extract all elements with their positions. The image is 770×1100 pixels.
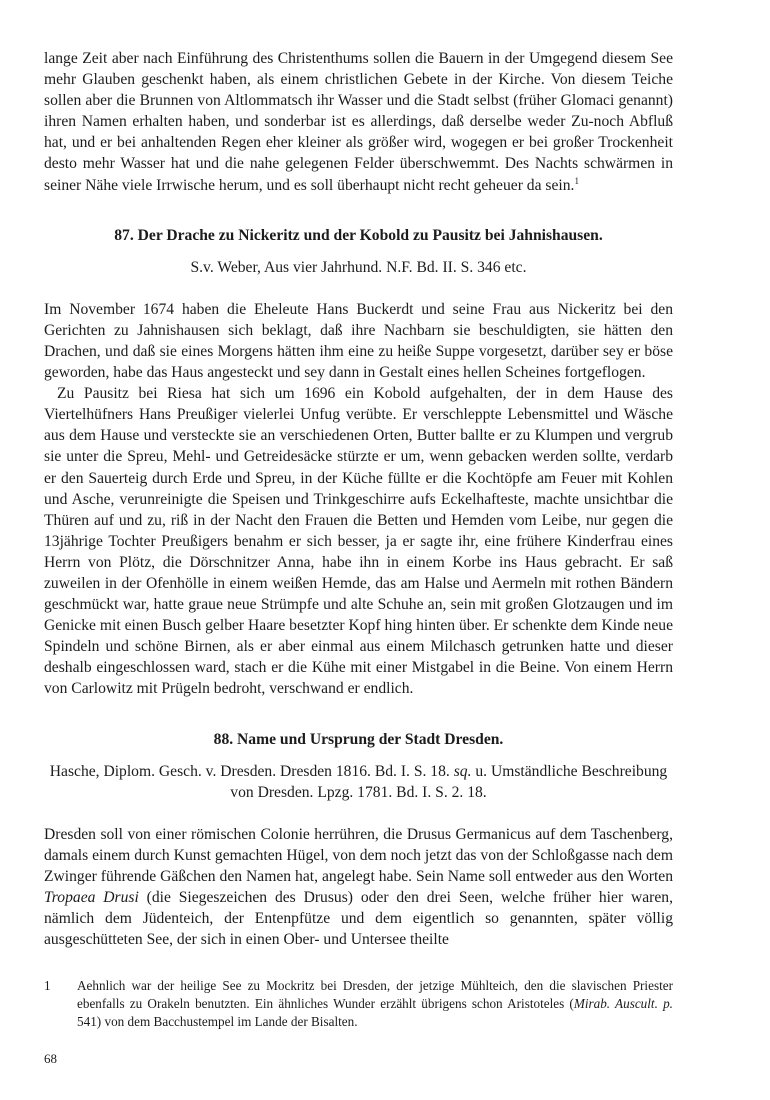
section-87-paragraph-1: Im November 1674 haben die Eheleute Hans Buckerdt und seine Frau aus Nickeritz bei den Gerichten zu Jahnishausen sich beklagt, daß ihre Nachbarn sie beschuldigten, sie hätten den Drachen, und daß sie eines Morgens hätten ihm eine zu heiße Suppe vorgesetzt, darüber sey er böse geworden, habe das Haus angesteckt und sey dann in Gestalt eines hellen Scheines fortgeflogen.: [44, 300, 673, 382]
section-88-title: 88. Name und Ursprung der Stadt Dresden.: [213, 730, 504, 748]
section-88-paragraph: Dresden soll von einer römischen Colonie herrühren, die Drusus Germanicus auf dem Taschenberg, damals einem durch Kunst gemachten Hügel, von dem noch jetzt das von der Schloßgasse nach dem Zwinger führende Gäßchen den Namen hat, angelegt habe. Sein Name soll entweder aus den Worten Tropaea Drusi (die Siegeszeichen des Drusus) oder den drei Seen, welche früher hier waren, nämlich dem Jüdenteich, der Entenpfütze und dem eigentlich so genannten, später völlig ausgeschütteten See, der sich in einen Ober- und Untersee theilte: [44, 825, 673, 949]
footnote-text: Aehnlich war der heilige See zu Mockritz bei Dresden, der jetzige Mühlteich, den die slavischen Priester ebenfalls zu Orakeln benutzten. Ein ähnliches Wunder erzählt übrigens schon Aristoteles (Mirab. Auscult. p. 541) von dem Bacchustempel im Lande der Bisalten.: [77, 978, 673, 1029]
section-87-source: S.v. Weber, Aus vier Jahrhund. N.F. Bd. II. S. 346 etc.: [190, 258, 527, 276]
continued-paragraph: lange Zeit aber nach Einführung des Christenthums sollen die Bauern in der Umgegend diesem See mehr Glauben geschenkt haben, als einem christlichen Gebete in der Kirche. Von diesem Teiche sollen aber die Brunnen von Altlommatsch ihr Wasser und die Stadt selbst (früher Glomaci genannt) ihren Namen erhalten haben, und sonderbar ist es allerdings, daß derselbe weder Zu-noch Abfluß hat, und er bei anhaltenden Regen eher kleiner als größer wird, wogegen er bei großer Trockenheit desto mehr Wasser hat und die nahe gelegenen Felder überschwemmt. Des Nachts schwärmen in seiner Nähe viele Irrwische herum, und es soll überhaupt nicht recht geheuer da sein.$^1$: [44, 50, 673, 194]
footnote-number: 1: [44, 978, 51, 993]
section-87-title: 87. Der Drache zu Nickeritz und der Kobold zu Pausitz bei Jahnishausen.: [114, 226, 603, 244]
page-body: [44, 48, 673, 950]
section-87-paragraph-2: Zu Pausitz bei Riesa hat sich um 1696 ein Kobold aufgehalten, der in dem Hause des Viertelhüfners Hans Preußiger vielerlei Unfug verübte. Er verschleppte Lebensmittel und Wäsche aus dem Hause und versteckte sie an verschiedenen Orten, Butter ballte er zu Klumpen und vergrub sie unter die Spreu, Mehl- und Getreidesäcke stürzte er um, wenn gebacken werden sollte, verdarb er den Sauerteig durch Erde und Spreu, in der Küche füllte er die Kochtöpfe am Feuer mit Kohlen und Asche, verunreinigte die Speisen und Trinkgeschirre aufs Eckelhafteste, machte unsichtbar die Thüren auf und zu, riß in der Nacht den Frauen die Betten und Hemden vom Leibe, nur gegen die 13jährige Tochter Preußigers benahm er sich besser, ja er sagte ihr, eine frühere Kinderfrau eines Herrn von Plötz, die Dörschnitzer Anna, habe ihn in einem Korbe ins Haus gebracht. Er saß zuweilen in der Ofenhölle in einem weißen Hemde, das am Halse und Aermeln mit rothen Bändern geschmückt war, hatte graue neue Strümpfe und alte Schuhe an, sein mit großen Glotzaugen und im Genicke mit einen Busch gelber Haare besetzter Kopf hing hinten über. Er schenkte dem Kinde neue Spindeln und schöne Birnen, als er aber einmal aus einem Milchasch getrunken hatte und dieser deshalb eingeschlossen ward, stach er die Kühe mit einer Mistgabel in die Beine. Von einem Herrn von Carlowitz mit Prügeln bedroht, verschwand er endlich.: [44, 385, 673, 698]
footnote: [44, 977, 673, 1031]
page-number: 68: [44, 1051, 57, 1066]
section-88-source: Hasche, Diplom. Gesch. v. Dresden. Dresden 1816. Bd. I. S. 18. sq. u. Umständliche Beschreibung von Dresden. Lpzg. 1781. Bd. I. S. 2. 18.: [49, 762, 668, 801]
footnote-reference[interactable]: 1: [574, 175, 579, 186]
